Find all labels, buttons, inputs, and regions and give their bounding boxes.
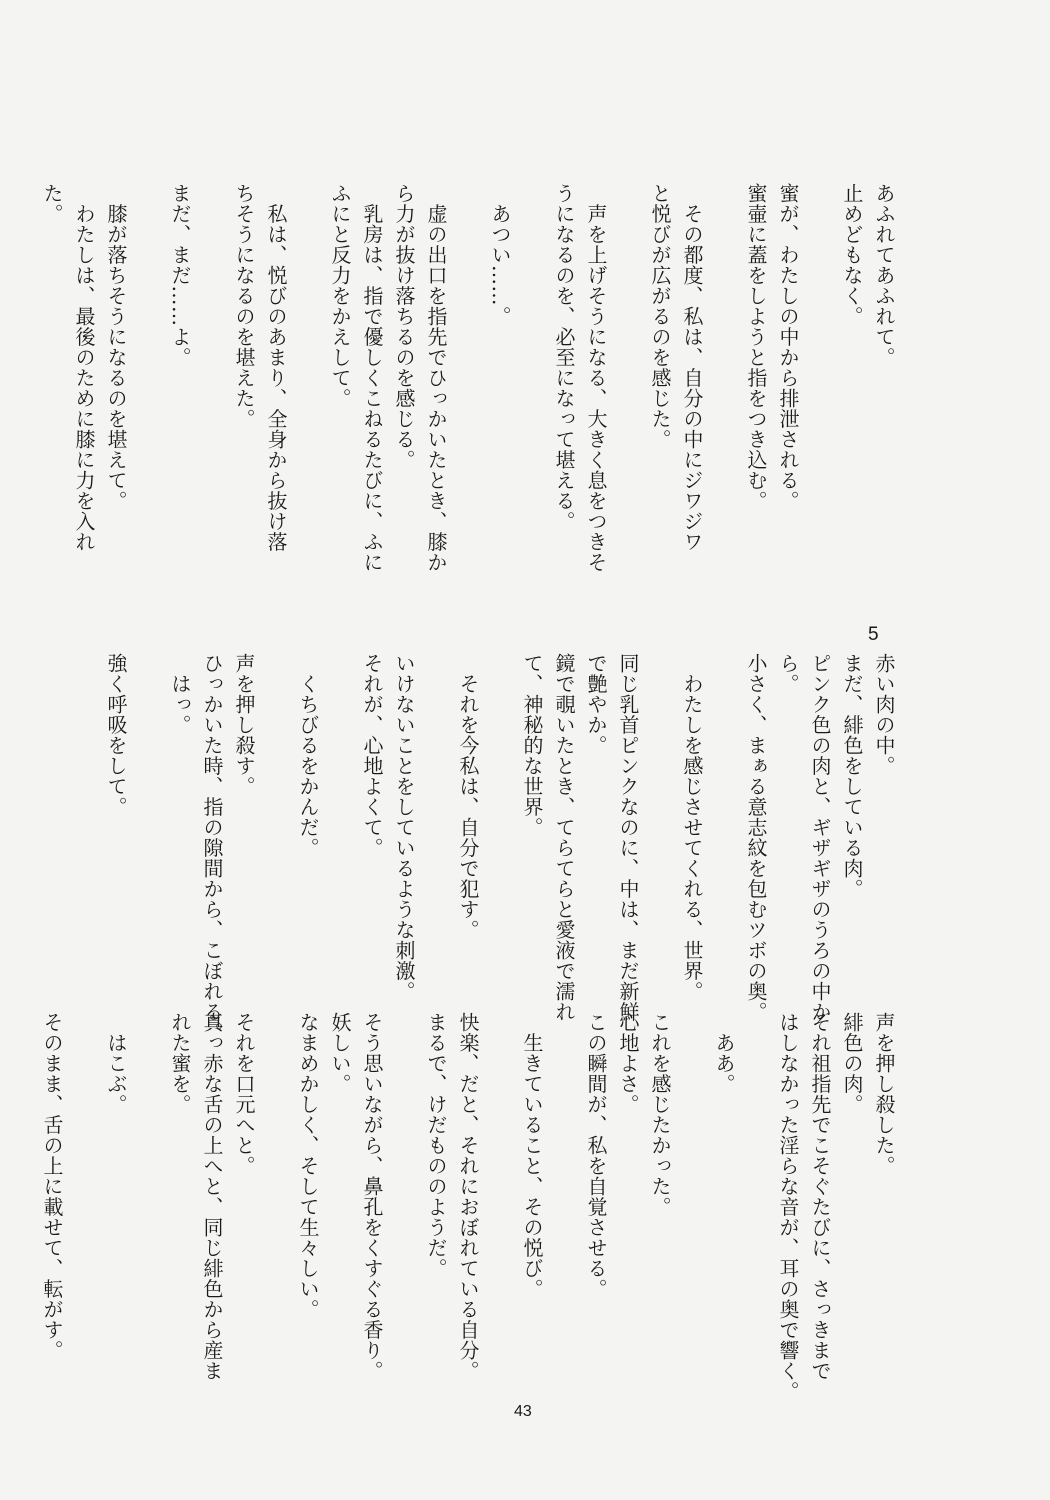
- text-line: 蜜が、わたしの中から排泄される。: [776, 183, 800, 511]
- text-line: [740, 1012, 772, 1302]
- text-line: その都度、私は、自分の中にジワジワ: [680, 183, 704, 552]
- text-line: それが、心地よくて。: [360, 653, 384, 858]
- text-line: うになるのを、必至になって堪える。: [552, 183, 576, 532]
- text-line: 声を押し殺した。: [872, 1012, 896, 1176]
- text-line: 小さく、まぁる意志紋を包むツボの奥。: [744, 653, 768, 1022]
- text-line: [708, 653, 740, 953]
- text-line: [324, 653, 356, 953]
- text-line: [452, 183, 484, 583]
- text-line: はっ。: [168, 653, 192, 735]
- text-line: [804, 183, 836, 583]
- text-line: それ祖指先でこそぐたびに、さっきまで: [808, 1012, 832, 1381]
- text-line: くちびるをかんだ。: [296, 653, 320, 858]
- section-number: 5: [868, 624, 879, 645]
- text-block-middle: [104, 653, 900, 1043]
- text-line: あつい……。: [488, 183, 512, 327]
- text-line: [68, 1012, 100, 1302]
- text-line: れた蜜を。: [168, 1012, 192, 1115]
- text-line: そう思いながら、鼻孔をくすぐる香り。: [360, 1012, 384, 1381]
- text-block-lower: [40, 1012, 900, 1402]
- text-line: はこぶ。: [104, 1012, 128, 1115]
- text-line: [132, 1012, 164, 1302]
- text-line: ら。: [776, 653, 800, 694]
- text-line: ああ。: [712, 1012, 736, 1094]
- text-line: [132, 653, 164, 953]
- text-line: ら力が抜け落ちるのを感じる。: [392, 183, 416, 470]
- text-line: ひっかいた時、指の隙間から、こぼれる。: [200, 653, 224, 1043]
- text-line: それを今私は、自分で犯す。: [456, 653, 480, 940]
- text-line: 同じ乳首ピンクなのに、中は、まだ新鮮: [616, 653, 640, 1022]
- text-line: わたしを感じさせてくれる、世界。: [680, 653, 704, 1002]
- text-line: 止めどもなく。: [840, 183, 864, 327]
- text-line: [196, 183, 228, 583]
- text-line: それを口元へと。: [232, 1012, 256, 1176]
- text-line: ピンク色の肉と、ギザギザのうろの中か: [808, 653, 832, 1022]
- text-line: て、神秘的な世界。: [520, 653, 544, 838]
- text-line: [612, 183, 644, 583]
- text-line: で艶やか。: [584, 653, 608, 756]
- text-line: [644, 653, 676, 953]
- text-line: [548, 1012, 580, 1302]
- text-line: あふれてあふれて。: [872, 183, 896, 368]
- text-line: [676, 1012, 708, 1302]
- text-line: [260, 653, 292, 953]
- text-line: いけないことをしているような刺激。: [392, 653, 416, 1002]
- text-line: そのまま、舌の上に載せて、転がす。: [40, 1012, 64, 1361]
- text-line: 声を上げそうになる、大きく息をつきそ: [584, 183, 608, 573]
- text-line: 膝が落ちそうになるのを堪えて。: [104, 183, 128, 511]
- text-line: [516, 183, 548, 583]
- text-line: 虚の出口を指先でひっかいたとき、膝か: [424, 183, 448, 573]
- page-number: 43: [514, 1403, 532, 1420]
- text-line: [132, 183, 164, 583]
- text-line: [260, 1012, 292, 1302]
- text-line: [388, 1012, 420, 1302]
- text-line: わたしは、最後のために膝に力を入れ: [72, 183, 96, 552]
- text-block-upper: [40, 183, 900, 583]
- text-line: この瞬間が、私を自覚させる。: [584, 1012, 608, 1299]
- text-line: 乳房は、指で優しくこねるたびに、ふに: [360, 183, 384, 573]
- text-line: ちそうになるのを堪えた。: [232, 183, 256, 429]
- text-line: 強く呼吸をして。: [104, 653, 128, 817]
- text-line: 妖しい。: [328, 1012, 352, 1094]
- text-line: [484, 1012, 516, 1302]
- text-line: 蜜壷に蓋をしようと指をつき込む。: [744, 183, 768, 511]
- text-line: 赤い肉の中。: [872, 653, 896, 776]
- text-line: [292, 183, 324, 583]
- text-line: 真っ赤な舌の上へと、同じ緋色から産ま: [200, 1012, 224, 1381]
- text-line: 快楽、だと、それにおぼれている自分。: [456, 1012, 480, 1381]
- text-line: ふにと反力をかえして。: [328, 183, 352, 409]
- text-line: と悦びが広がるのを感じた。: [648, 183, 672, 450]
- text-line: まだ、緋色をしている肉。: [840, 653, 864, 899]
- text-line: 生きていること、その悦び。: [520, 1012, 544, 1299]
- text-line: まるで、けだもののようだ。: [424, 1012, 448, 1279]
- text-line: 私は、悦びのあまり、全身から抜け落: [264, 183, 288, 552]
- text-line: 緋色の肉。: [840, 1012, 864, 1115]
- text-line: [484, 653, 516, 953]
- text-line: まだ、まだ……よ。: [168, 183, 192, 368]
- text-line: [708, 183, 740, 583]
- text-line: これを感じたかった。: [648, 1012, 672, 1217]
- text-line: 鏡で覗いたとき、てらてらと愛液で濡れ: [552, 653, 576, 1022]
- text-line: 心地よさ。: [616, 1012, 640, 1115]
- text-line: [420, 653, 452, 953]
- text-line: はしなかった淫らな音が、耳の奥で響く。: [776, 1012, 800, 1402]
- text-line: 声を押し殺す。: [232, 653, 256, 797]
- text-line: なまめかしく、そして生々しい。: [296, 1012, 320, 1320]
- text-line: た。: [40, 183, 64, 224]
